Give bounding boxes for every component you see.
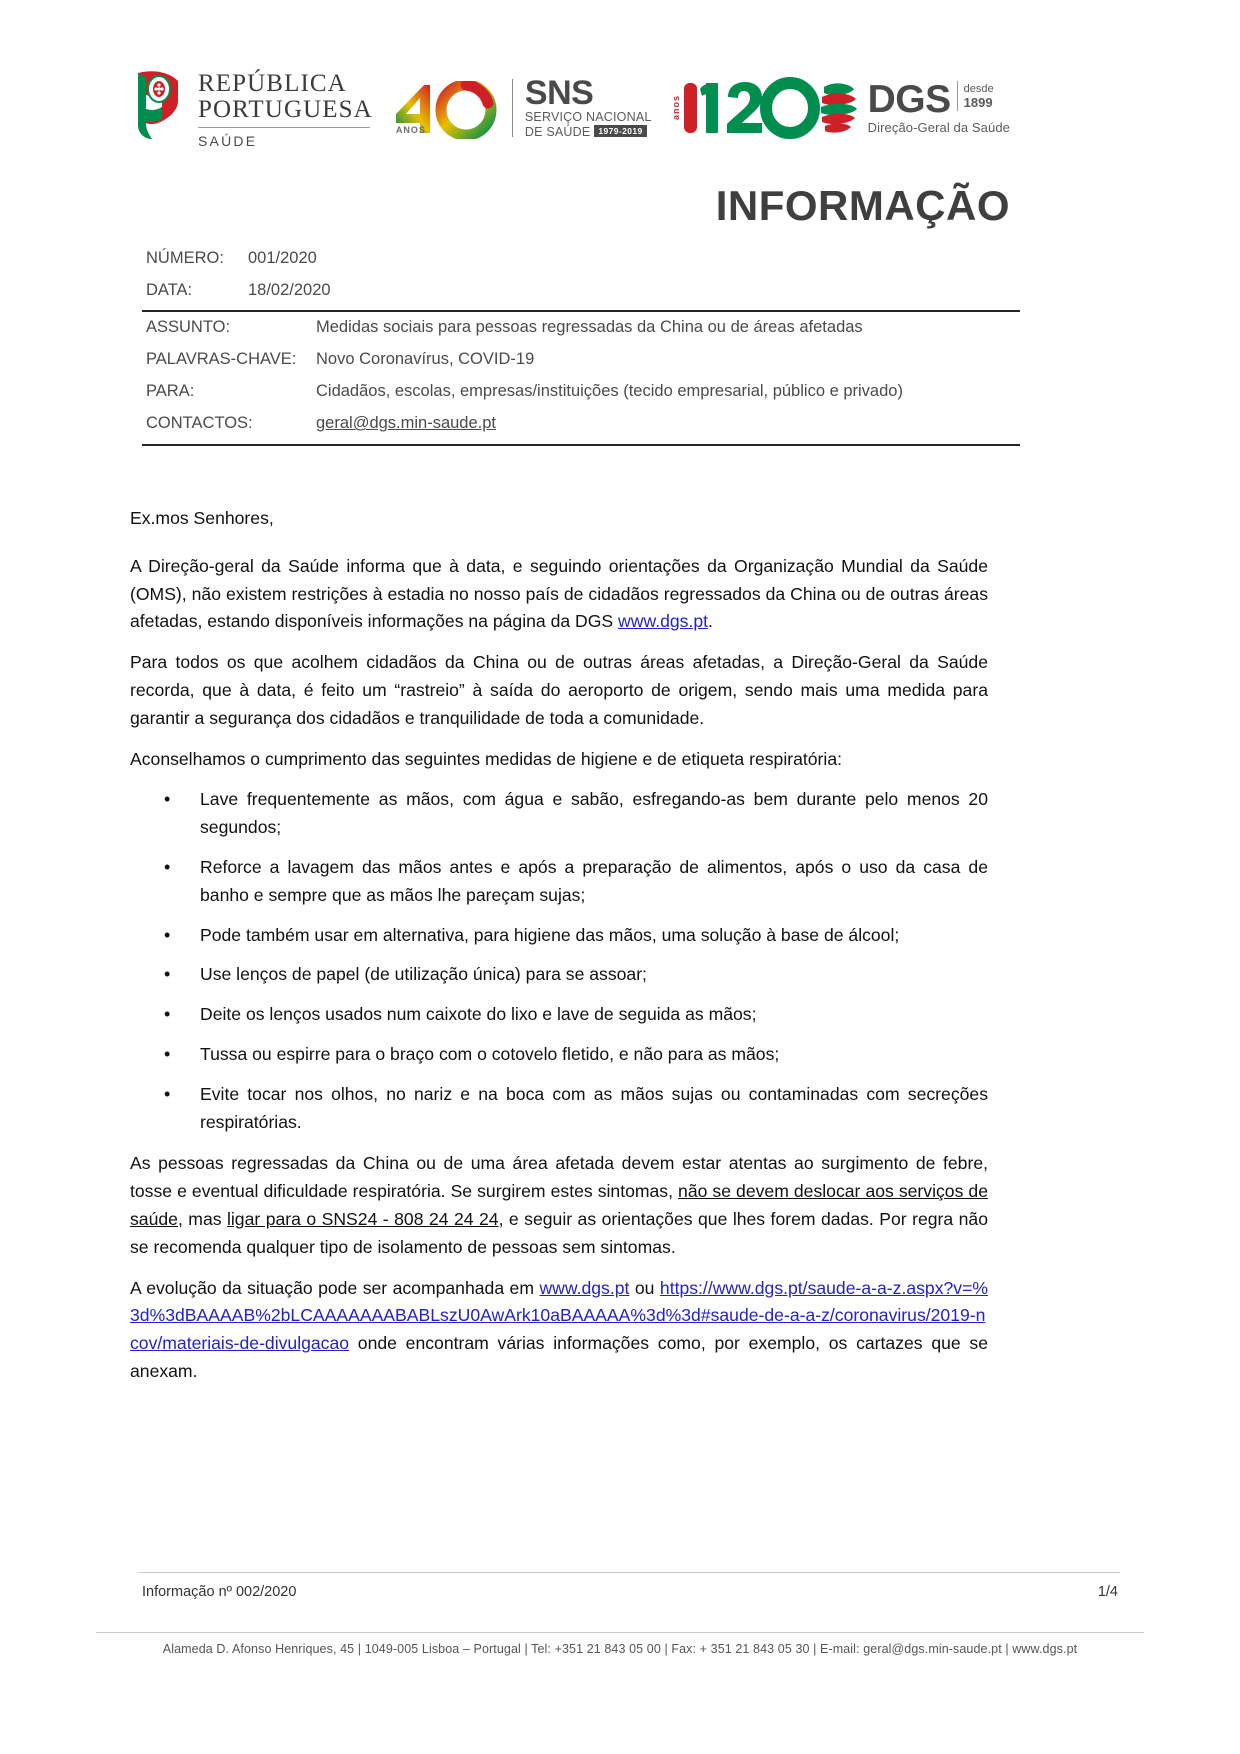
footer-document-reference: Informação nº 002/2020: [142, 1584, 297, 1600]
meta-label-para: PARA:: [146, 382, 195, 400]
meta-row-data: [142, 275, 1020, 307]
meta-row-assunto: [142, 312, 1020, 344]
list-item: • Evite tocar nos olhos, no nariz e na boca com as mãos sujas ou contaminadas com secreções respiratórias.: [130, 1081, 988, 1137]
dgs-120-anos-mark: [671, 77, 858, 139]
dgs-desde-year: 1899: [963, 94, 993, 110]
dgs-coronavirus-materials-link[interactable]: https://www.dgs.pt/saude-a-a-z.aspx?v=%3d%3dBAAAAB%2bLCAAAAAAABABLszU0AwArk10aBAAAAA%3d%3d#saude-de-a-a-z/coronavirus/2019-ncov/materiais-de-divulgacao: [130, 1277, 988, 1354]
document-metadata-table: [142, 243, 1020, 446]
republica-divider: [198, 127, 370, 128]
meta-label-contactos: CONTACTOS:: [146, 414, 253, 432]
meta-value-assunto: Medidas sociais para pessoas regressadas da China ou de áreas afetadas: [316, 318, 863, 336]
dgs-logo: [671, 77, 1010, 139]
body-greeting: Ex.mos Senhores,: [130, 508, 274, 528]
body-p4-text-b: , mas: [177, 1208, 227, 1229]
footer-divider-top: [138, 1572, 1120, 1573]
document-body: [130, 505, 988, 1399]
meta-row-para: [142, 376, 1020, 408]
dgs-desde-label: desde: [963, 82, 994, 95]
sns-line2: DE SAÚDE: [524, 125, 591, 139]
republica-line1: REPÚBLICA: [198, 70, 347, 97]
body-p4-text-a: As pessoas regressadas da China ou de uma área afetada devem estar atentas ao surgimento de febre, tosse e eventual dificuldade respiratória. Se surgirem estes sintomas,: [130, 1153, 988, 1202]
sns-logo: [392, 76, 652, 140]
body-paragraph-5: [130, 1275, 988, 1386]
list-item: • Deite os lenços usados num caixote do lixo e lave de seguida as mãos;: [130, 1001, 988, 1029]
republica-sublabel: SAÚDE: [198, 133, 258, 149]
dgs-anos-label: anos: [670, 95, 681, 121]
meta-label-numero: NÚMERO:: [146, 249, 224, 267]
footer-page-number: 1/4: [1097, 1584, 1118, 1600]
sns-years-badge: 1979-2019: [594, 125, 646, 137]
meta-value-para: Cidadãos, escolas, empresas/instituições (tecido empresarial, público e privado): [316, 382, 903, 400]
contact-email-link[interactable]: geral@dgs.min-saude.pt: [316, 414, 497, 432]
sns-anos-label: ANOS: [395, 125, 426, 135]
body-p1-text-a: A Direção-geral da Saúde informa que à data, e seguindo orientações da Organização Mundial da Saúde (OMS), não existem restrições à estadia no nosso país de cidadãos regressados da China ou de outras áreas afetadas, estando disponíveis informações na página da DGS: [130, 555, 988, 632]
footer-row: [142, 1584, 1118, 1600]
page-title: INFORMAÇÃO: [715, 182, 1010, 229]
dgs-sublabel: Direção-Geral da Saúde: [867, 120, 1010, 136]
meta-label-assunto: ASSUNTO:: [146, 318, 231, 336]
dgs-website-link-2[interactable]: www.dgs.pt: [539, 1277, 630, 1298]
footer-address: Alameda D. Afonso Henriques, 45 | 1049-005 Lisboa – Portugal | Tel: +351 21 843 05 00 | Fax: + 351 21 843 05 30 | E-mail: geral@dgs.min-saude.pt | www.dgs.pt: [162, 1642, 1078, 1656]
list-item: • Use lenços de papel (de utilização única) para se assoar;: [130, 961, 988, 989]
list-item: • Lave frequentemente as mãos, com água e sabão, esfregando-as bem durante pelo menos 20 segundos;: [130, 786, 988, 842]
meta-label-data: DATA:: [146, 281, 193, 299]
body-paragraph-4: [130, 1150, 988, 1261]
list-item: • Reforce a lavagem das mãos antes e após a preparação de alimentos, após o uso da casa de banho e sempre que as mãos lhe pareçam sujas;: [130, 854, 988, 910]
body-paragraph-2: Para todos os que acolhem cidadãos da China ou de outras áreas afetadas, a Direção-Geral da Saúde recorda, que à data, é feito um “rastreio” à saída do aeroporto de origem, sendo mais uma medida para garantir a segurança dos cidadãos e tranquilidade de toda a comunidade.: [130, 652, 988, 728]
meta-row-contactos: [142, 408, 1020, 440]
meta-value-palavras-chave: Novo Coronavírus, COVID-19: [316, 350, 535, 368]
body-paragraph-3: Aconselhamos o cumprimento das seguintes medidas de higiene e de etiqueta respiratória:: [130, 748, 842, 769]
body-p5-text-b: ou: [629, 1277, 660, 1298]
meta-row-numero: [142, 243, 1020, 275]
meta-value-numero: 001/2020: [248, 249, 317, 267]
sns-line1: SERVIÇO NACIONAL: [524, 110, 652, 125]
body-p5-text-a: A evolução da situação pode ser acompanhada em: [130, 1277, 540, 1298]
list-item: • Pode também usar em alternativa, para higiene das mãos, uma solução à base de álcool;: [130, 922, 988, 950]
body-p5-text-c: onde encontram várias informações como, por exemplo, os cartazes que se anexam.: [130, 1333, 988, 1381]
meta-divider-bottom: [142, 444, 1020, 446]
emphasis-nao-deslocar: não se devem deslocar aos serviços de saúde: [130, 1181, 988, 1229]
sns-acronym: SNS: [524, 74, 594, 113]
portuguese-coat-of-arms-icon: [130, 67, 186, 141]
body-paragraph-1: [130, 553, 988, 636]
meta-value-data: 18/02/2020: [248, 281, 331, 299]
header-logo-bar: [130, 52, 1010, 164]
sns-divider: [512, 79, 513, 137]
body-p1-text-b: .: [708, 611, 713, 632]
emphasis-sns24: ligar para o SNS24 - 808 24 24 24: [226, 1208, 499, 1229]
meta-row-palavras-chave: [142, 344, 1020, 376]
meta-label-palavras-chave: PALAVRAS-CHAVE:: [146, 350, 297, 368]
republica-portuguesa-logo: [130, 67, 373, 149]
sns-40-anos-mark: [392, 81, 500, 135]
republica-line2: PORTUGUESA: [198, 95, 373, 123]
dgs-acronym: DGS: [867, 77, 951, 121]
footer-divider-bottom: [96, 1632, 1144, 1633]
body-p4-text-c: , e seguir as orientações que lhes forem dadas. Por regra não se recomenda qualquer tipo de isolamento de pessoas sem sintomas.: [130, 1208, 988, 1257]
list-item: • Tussa ou espirre para o braço com o cotovelo fletido, e não para as mãos;: [130, 1041, 988, 1069]
hygiene-measures-list: [130, 786, 988, 1136]
dgs-website-link-1[interactable]: www.dgs.pt: [618, 611, 709, 632]
